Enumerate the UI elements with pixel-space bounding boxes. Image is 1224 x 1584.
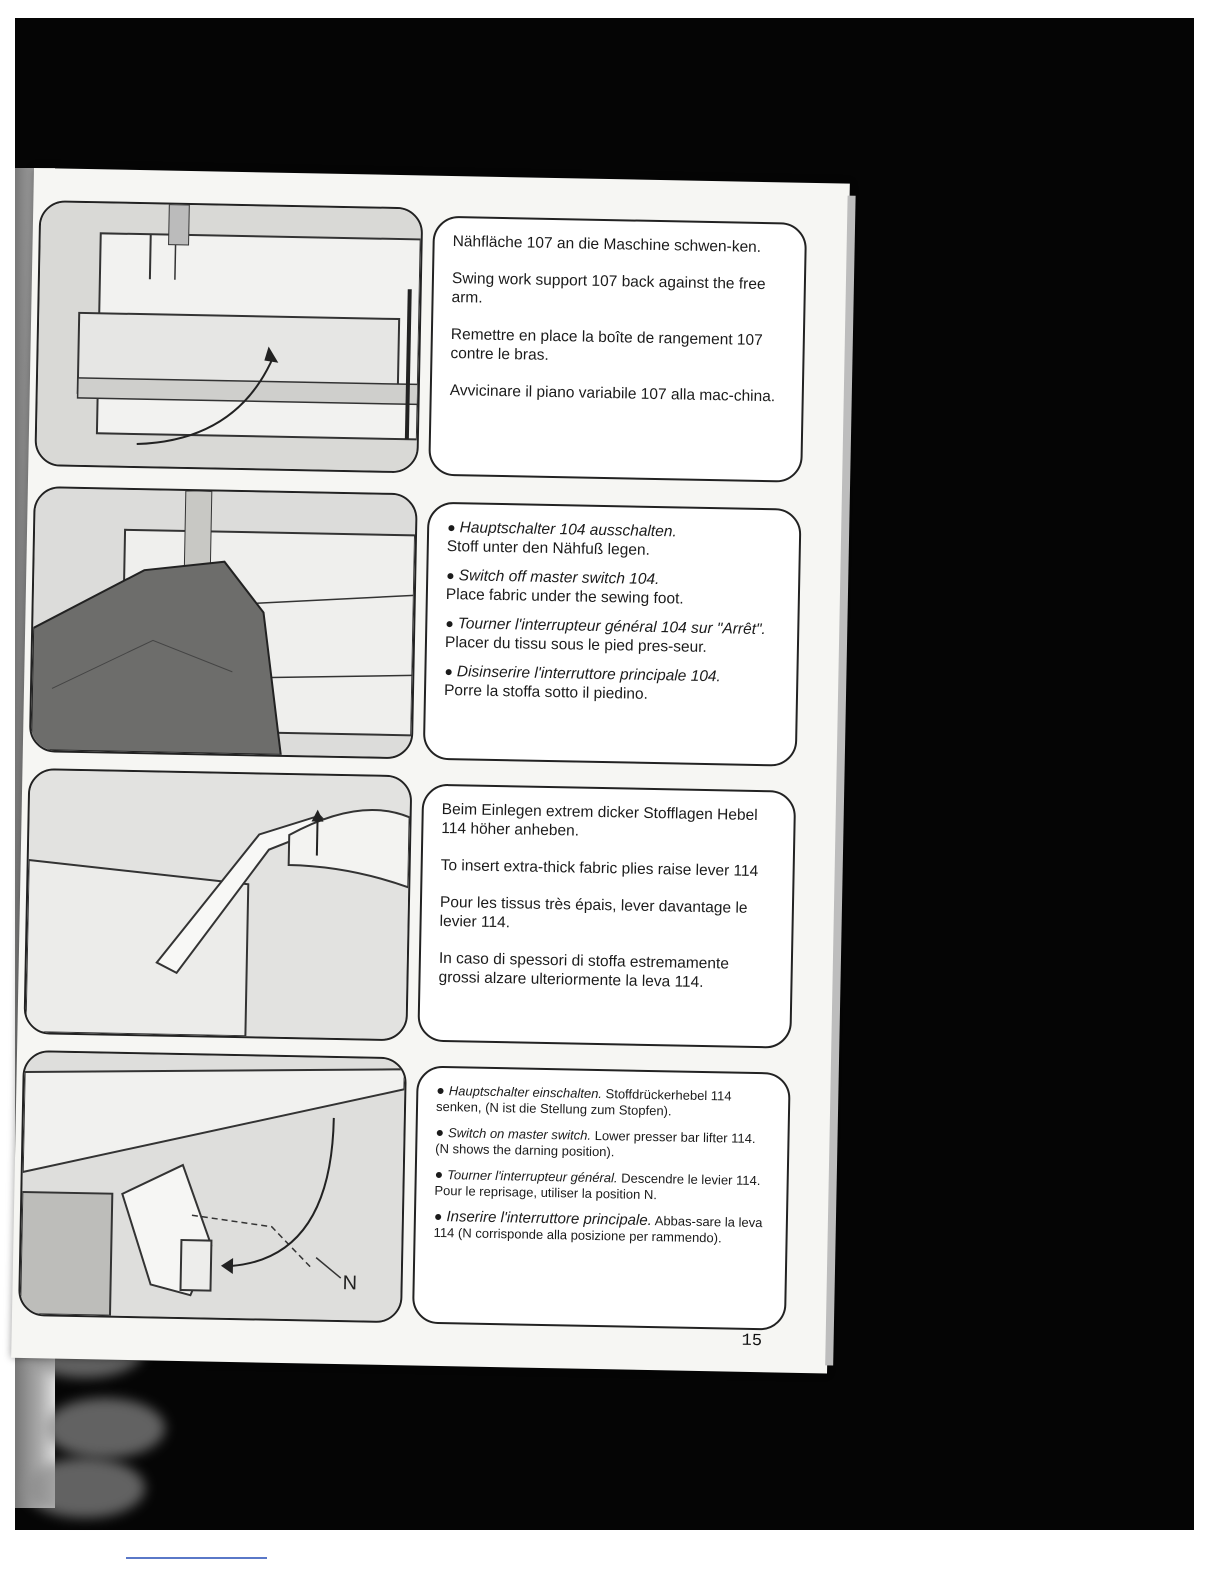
action-en: Switch off master switch 104. — [458, 567, 660, 589]
bullet-icon: ● — [444, 662, 454, 680]
bullet-icon: ● — [445, 614, 454, 632]
bullet-icon: ● — [435, 1123, 445, 1141]
action-fr: Tourner l'interrupteur général. — [447, 1167, 618, 1186]
text-it: In caso di spessori di stoffa estremamente grossi alzare ulteriormente la leva 114. — [438, 949, 730, 992]
action-de: Hauptschalter einschalten. — [448, 1083, 603, 1102]
sewing-machine-work-support-drawing — [36, 202, 421, 471]
blue-underline — [126, 1557, 267, 1559]
action-fr: Tourner l'interrupteur général 104 sur "Arrêt". — [457, 615, 766, 639]
text-de: Beim Einlegen extrem dicker Stofflagen Hebel 114 höher anheben. — [441, 800, 758, 840]
text-fr: Pour les tissus très épais, lever davantage le levier 114. — [439, 893, 748, 932]
step-fr — [434, 1166, 769, 1205]
detail-fr: Placer du tissu sous le pied pres-seur. — [444, 633, 708, 657]
action-it: Inserire l'interruttore principale. — [446, 1208, 652, 1230]
detail-it: Porre la stoffa sotto il piedino. — [443, 681, 649, 703]
step-de — [447, 518, 782, 562]
raise-lever-drawing — [25, 770, 410, 1039]
bullet-icon: ● — [446, 566, 455, 584]
step-en — [446, 566, 781, 610]
step-it — [433, 1208, 768, 1247]
text-fr: Remettre en place la boîte de rangement 107 contre le bras. — [450, 326, 763, 364]
scan-artifact — [45, 1398, 165, 1458]
action-it: Disinserire l'interruttore principale 104. — [456, 663, 721, 686]
action-en: Switch on master switch. — [447, 1125, 592, 1143]
text-de: Nähfläche 107 an die Maschine schwen-ken. — [452, 233, 762, 256]
step-it — [444, 662, 779, 706]
illustration-place-fabric — [29, 486, 418, 759]
bullet-icon: ● — [433, 1207, 443, 1225]
detail-de: Stoffdrückerhebel 114 senken, (N ist die Stellung zum Stopfen). — [435, 1086, 732, 1119]
step-fr — [445, 614, 780, 658]
illustration-lower-lever — [18, 1050, 407, 1323]
illustration-work-support — [34, 200, 423, 473]
action-de: Hauptschalter 104 ausschalten. — [459, 519, 677, 541]
text-en: Swing work support 107 back against the free arm. — [451, 270, 766, 307]
instructions-work-support — [428, 216, 807, 483]
fabric-under-foot-drawing — [31, 488, 416, 757]
illustration-raise-lever — [23, 768, 412, 1041]
step-de — [436, 1082, 771, 1121]
detail-it: Abbas-sare la leva 114 (N corrisponde alla posizione per rammendo). — [433, 1213, 763, 1246]
text-en: To insert extra-thick fabric plies raise lever 114 — [440, 856, 759, 881]
instructions-raise-lever — [417, 784, 796, 1049]
detail-fr: Descendre le levier 114. Pour le reprisage, utiliser la position N. — [434, 1170, 761, 1203]
scan-artifact — [25, 1458, 145, 1518]
page-number: 15 — [741, 1331, 763, 1352]
manual-page — [11, 168, 850, 1373]
step-en — [435, 1124, 770, 1163]
text-it: Avvicinare il piano variabile 107 alla mac-china. — [449, 382, 776, 406]
bullet-icon: ● — [434, 1165, 444, 1183]
instructions-place-fabric — [423, 502, 802, 767]
bullet-icon: ● — [447, 518, 456, 536]
darning-position-label: N — [342, 1272, 358, 1295]
detail-de: Stoff unter den Nähfuß legen. — [446, 537, 651, 559]
detail-en: Place fabric under the sewing foot. — [445, 585, 684, 608]
instructions-lower-lever — [412, 1066, 791, 1331]
detail-en: Lower presser bar lifter 114. (N shows the darning position). — [435, 1127, 756, 1160]
bullet-icon: ● — [436, 1081, 445, 1099]
